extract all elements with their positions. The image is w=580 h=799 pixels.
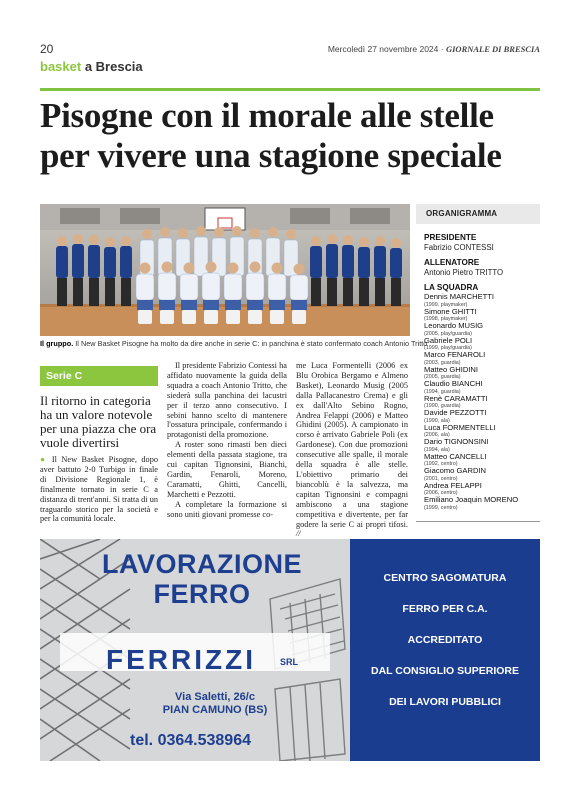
organigramma-rule: [416, 521, 540, 522]
player-role: (1992, centro): [424, 461, 458, 467]
caption-lead: Il gruppo.: [40, 339, 74, 348]
coach-label: ALLENATORE: [424, 258, 480, 267]
player-name: Dennis MARCHETTI: [424, 292, 495, 301]
article-end-mark: //: [296, 529, 301, 539]
president-label: PRESIDENTE: [424, 233, 477, 242]
article-column-3: [296, 361, 408, 539]
team-photo-illustration: [40, 204, 410, 336]
newspaper-name: GIORNALE DI BRESCIA: [445, 44, 540, 54]
photo-caption: [40, 339, 428, 348]
headline-line-2: per vivere una stagione speciale: [40, 136, 502, 175]
ad-right-line: DAL CONSIGLIO SUPERIORE: [371, 665, 519, 677]
ad-title-line-2: FERRO: [153, 579, 251, 609]
logo-suffix: SRL: [280, 657, 298, 667]
ad-phone: tel. 0364.538964: [130, 732, 251, 749]
player-name: Andrea FELAPPI: [424, 480, 482, 490]
team-photo: [40, 204, 410, 336]
page-header: [40, 40, 540, 58]
column-3-text: me Luca Formentelli (2006 ex Blu Orobica Bergamo e Almeno Basket), Leonardo Musig (2005 dalla Pallacanestro Crema) e gli ex dall'Alto Sebino Rogno, Andrea Felappi (2006) e Matteo Ghidini (2005). A campionato in corso è arrivato Gabriele Poli (ex Gardonese). Con due promozioni consecutive alle spalle, il morale della squadra è alle stelle. L'obiettivo primario dei biancoblù è la salvezza, ma capitan Tignonsini e compagni ambiscono a una stagione competitiva e divertente, per far godere la serie C ai propri tifosi.: [296, 361, 408, 529]
column-2-paragraph-2: A roster sono rimasti ben dieci elementi della passata stagione, tra cui capitan Tignonsini, Bianchi, Gardin, Fenaroli, Moreno, Caramatti, Ghitti, Cancelli, Marchetti e Pezzotti.: [167, 440, 287, 499]
ad-right-line: DEI LAVORI PUBBLICI: [389, 696, 501, 708]
column-2-paragraph-1: Il presidente Fabrizio Contessi ha affidato nuovamente la guida della squadra a coach Antonio Tritto, che siederà sulla panchina dei lacustri per il terzo anno consecutivo. I sebini hanno scelto di mantenere l'ossatura principale, confermando i protagonisti della promozione.: [167, 361, 287, 440]
player-role: (2005, guardia): [424, 374, 461, 380]
advertisement: [40, 539, 540, 761]
player-role: (2006, ala): [424, 432, 450, 438]
player-role: (1998, playmaker): [424, 316, 468, 322]
ad-right-line: ACCREDITATO: [407, 634, 483, 646]
player-role: (1994, guardia): [424, 388, 461, 395]
paragraph-bullet-icon: ●: [40, 455, 48, 464]
column-2-paragraph-3: A completare la formazione si sono uniti giovani promesse co-: [167, 499, 287, 519]
section-city: a Brescia: [84, 59, 143, 74]
series-label: Serie C: [40, 366, 158, 386]
headline-line-1: Pisogne con il morale alle stelle: [40, 96, 494, 135]
column-1-text: Il New Basket Pisogne, dopo aver battuto 2-0 Turbigo in finale di Divisione Regionale 1, è finalmente tornato in serie C a distanza di trent'anni. Si tratta di un traguardo storico per la società e per la comunità locale.: [40, 455, 158, 524]
subheadline: Il ritorno in categoria ha un valore notevole per una piazza che ora vuole divertirsi: [40, 393, 157, 450]
article-column-2: [167, 361, 287, 520]
player-role: (2005, play/guardia): [424, 330, 472, 337]
player-role: (1994, ala): [424, 446, 450, 453]
section-divider: [40, 88, 540, 91]
player-name: Leonardo MUSIG: [424, 321, 484, 330]
player-name: Matteo GHIDINI: [424, 364, 479, 374]
player-role: (1999, centro): [424, 504, 458, 511]
player-name: Luca FORMENTELLI: [424, 422, 496, 432]
ad-right-line: CENTRO SAGOMATURA: [383, 572, 507, 584]
player-name: Gabriele POLI: [424, 335, 473, 345]
ad-address: [140, 691, 290, 717]
player-role: (1990, ala): [424, 417, 450, 424]
player-name: Dario TIGNONSINI: [424, 437, 489, 446]
dateline: [328, 44, 540, 54]
section-label: [40, 59, 143, 74]
ad-left-panel: [40, 539, 350, 761]
player-name: Davide PEZZOTTI: [424, 408, 487, 417]
organigramma-title: ORGANIGRAMMA: [416, 204, 540, 224]
issue-date: Mercoledì 27 novembre 2024: [327, 44, 439, 54]
organigramma-body: [416, 224, 540, 511]
player-name: Renè CARAMATTI: [424, 393, 488, 403]
ad-right-line: FERRO PER C.A.: [402, 603, 488, 615]
caption-text: Il New Basket Pisogne ha molto da dire anche in serie C: in panchina è stato confermato coach Antonio Tritto: [73, 339, 428, 348]
ad-right-panel: [350, 539, 540, 761]
page-number: 20: [40, 42, 54, 56]
player-name: Giacomo GARDIN: [424, 466, 487, 475]
ad-title-line-1: LAVORAZIONE: [102, 549, 302, 579]
player-name: Simone GHITTI: [424, 306, 477, 316]
player-role: (2001, centro): [424, 475, 458, 482]
coach-name: Antonio Pietro TRITTO: [424, 268, 504, 277]
date-separator: ·: [440, 44, 444, 54]
player-name: Emiliano Joaquin MORENO: [424, 495, 519, 504]
headline: [40, 96, 540, 176]
player-name: Marco FENAROLI: [424, 350, 486, 359]
ad-right-text: [350, 571, 540, 726]
player-name: Matteo CANCELLI: [424, 451, 487, 461]
section-category: basket: [40, 59, 82, 74]
team-label: LA SQUADRA: [424, 283, 479, 292]
player-role: (1999, playmaker): [424, 301, 468, 308]
player-name: Claudio BIANCHI: [424, 379, 483, 388]
ad-title: [92, 549, 312, 609]
address-street: Via Saletti, 26/c: [175, 691, 255, 703]
article-column-1: [40, 455, 158, 524]
player-list: [424, 293, 540, 511]
ferrizzi-logo: FERRIZZI: [106, 644, 256, 675]
organigramma-box: [416, 204, 540, 522]
player-role: (1990, guardia): [424, 403, 461, 409]
player-role: (2006, centro): [424, 490, 458, 496]
player-role: (1999, play/guardia): [424, 345, 472, 351]
address-city: PIAN CAMUNO (BS): [162, 704, 268, 716]
player-role: (2003, guardia): [424, 359, 461, 366]
president-name: Fabrizio CONTESSI: [424, 243, 494, 252]
